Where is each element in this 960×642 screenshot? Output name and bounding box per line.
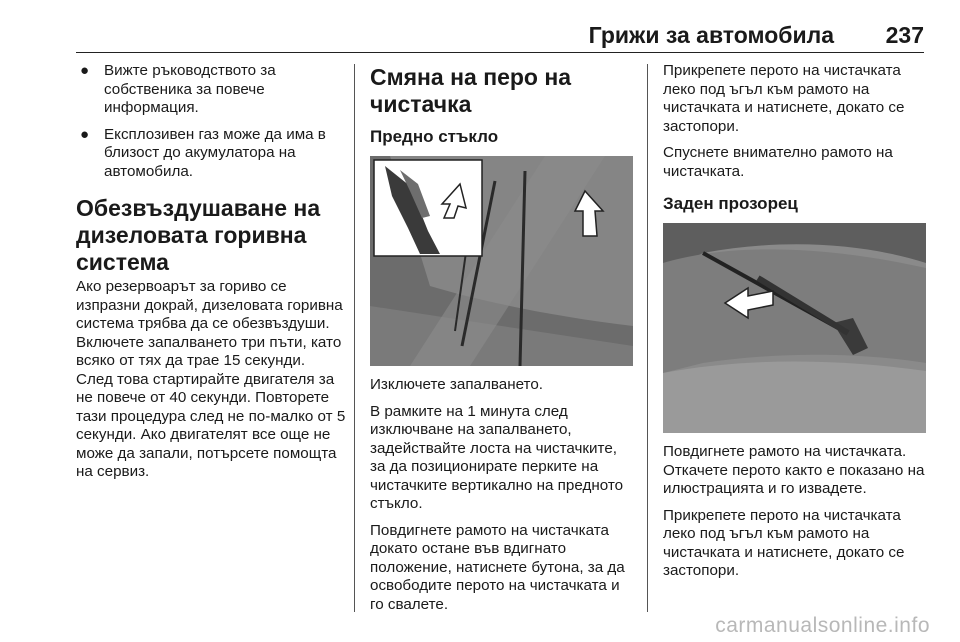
bullet-item — [76, 62, 346, 118]
page-number: 237 — [885, 22, 924, 48]
column-2 — [370, 62, 632, 622]
bullet-text: Експлозивен газ може да има в близост до акумулатора на автомобила. — [104, 125, 326, 180]
body-paragraph: Спуснете внимателно рамото на чистачката. — [663, 144, 893, 180]
watermark-text: carmanualsonline.info — [715, 614, 930, 637]
page-header — [76, 0, 924, 53]
section-heading: Обезвъздушаване на дизеловата горивна система — [76, 195, 321, 275]
column-1 — [76, 62, 346, 490]
column-divider — [647, 64, 648, 612]
section-heading: Смяна на перо на чистачка — [370, 64, 572, 117]
body-paragraph: Ако резервоарът за гориво се изпразни докрай, дизеловата горивна система трябва да се обезвъздуши. Включете запалването три пъти, като всяко от тях да трае 15 секунди. След това стартирайте двигателя за не повече от 40 секунди. Повторете тази процедура след не по-малко от 5 секунди. Ако двигателят все още не може да запали, потърсете помощта на сервиз. — [76, 278, 346, 480]
header-title: Грижи за автомобила — [588, 22, 834, 48]
windshield-wiper-illustration — [370, 156, 633, 366]
body-paragraph: Повдигнете рамото на чистачката докато остане във вдигнато положение, натиснете бутона, за да освободите перото на чистачката и го свалете. — [370, 521, 625, 613]
subheading: Предно стъкло — [370, 127, 499, 146]
subheading: Заден прозорец — [663, 194, 798, 213]
bullet-text: Вижте ръководството за собственика за повече информация. — [104, 62, 276, 116]
column-divider — [354, 64, 355, 612]
body-paragraph: В рамките на 1 минута след изключване на запалването, задействайте лоста на чистачките, за да позиционирате перките на чистачките вертикално на предното стъкло. — [370, 402, 624, 512]
bullet-icon: ● — [80, 62, 90, 79]
body-paragraph: Прикрепете перото на чистачката леко под ъгъл към рамото на чистачката и натиснете, докато се застопори. — [663, 62, 905, 135]
column-3 — [663, 62, 925, 589]
body-paragraph: Изключете запалването. — [370, 376, 543, 393]
bullet-item — [76, 126, 346, 182]
body-paragraph: Прикрепете перото на чистачката леко под ъгъл към рамото на чистачката и натиснете, докато се застопори. — [663, 506, 905, 579]
bullet-icon: ● — [80, 125, 90, 143]
rear-wiper-illustration — [663, 223, 926, 433]
body-paragraph: Повдигнете рамото на чистачката. Откачете перото както е показано на илюстрацията и го извадете. — [663, 443, 925, 497]
